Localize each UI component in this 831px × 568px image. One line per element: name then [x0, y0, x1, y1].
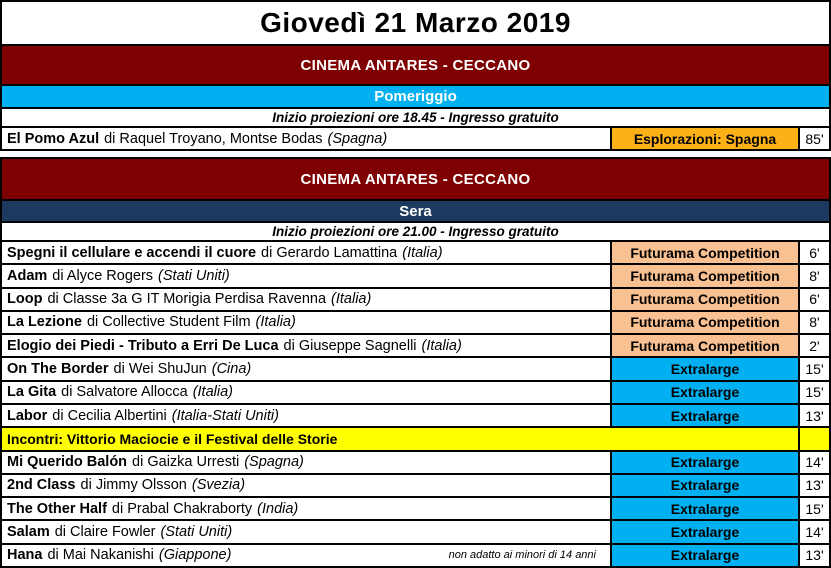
film-cell: [2, 265, 610, 286]
film-row: [2, 543, 829, 566]
film-cell: [2, 128, 610, 149]
film-cell: [2, 498, 610, 519]
film-byline: di Giuseppe Sagnelli: [283, 337, 417, 354]
film-title: El Pomo Azul: [7, 130, 100, 147]
film-cell: [2, 405, 610, 426]
film-cell: [2, 521, 610, 542]
screening-info: Inizio proiezioni ore 18.45 - Ingresso gratuito: [2, 107, 829, 126]
film-title: La Gita: [7, 384, 57, 401]
film-title: La Lezione: [7, 314, 82, 331]
film-cell: [2, 452, 610, 473]
film-title: Adam: [7, 267, 48, 284]
film-byline: di Gerardo Lamattina: [261, 244, 398, 261]
film-country: (Spagna): [327, 130, 388, 147]
film-title: Salam: [7, 524, 50, 541]
category-label: Futurama Competition: [610, 312, 798, 333]
film-title: Loop: [7, 291, 43, 308]
category-label: Esplorazioni: Spagna: [610, 128, 798, 149]
duration-cell: 85': [798, 128, 829, 149]
duration-cell: 15': [798, 498, 829, 519]
film-title: On The Border: [7, 361, 109, 378]
film-cell: [2, 475, 610, 496]
film-byline: di Mai Nakanishi: [47, 547, 154, 564]
duration-cell: 14': [798, 521, 829, 542]
duration-cell: 13': [798, 545, 829, 566]
duration-cell: 6': [798, 289, 829, 310]
category-label: Futurama Competition: [610, 242, 798, 263]
film-byline: di Alyce Rogers: [52, 267, 154, 284]
duration-cell: 6': [798, 242, 829, 263]
film-cell: [2, 382, 610, 403]
afternoon-table: [0, 0, 831, 151]
film-country: (India): [257, 500, 299, 517]
film-byline: di Gaizka Urresti: [132, 454, 240, 471]
film-country: (Italia): [421, 337, 462, 354]
film-cell: [2, 358, 610, 379]
film-row: [2, 519, 829, 542]
film-row: [2, 380, 829, 403]
screening-info: Inizio proiezioni ore 21.00 - Ingresso gratuito: [2, 221, 829, 240]
duration-cell: 15': [798, 358, 829, 379]
duration-cell: 13': [798, 405, 829, 426]
category-label: Extralarge: [610, 405, 798, 426]
film-row: [2, 473, 829, 496]
film-byline: di Jimmy Olsson: [80, 477, 187, 494]
duration-cell: 8': [798, 265, 829, 286]
duration-cell: 2': [798, 335, 829, 356]
banner-duration-cell: [798, 428, 829, 449]
film-byline: di Cecilia Albertini: [52, 407, 167, 424]
film-byline: di Wei ShuJun: [113, 361, 207, 378]
film-country: (Spagna): [244, 454, 304, 471]
film-cell: [2, 312, 610, 333]
venue-banner: CINEMA ANTARES - CECCANO: [2, 44, 829, 84]
film-row: [2, 310, 829, 333]
film-byline: di Salvatore Allocca: [61, 384, 188, 401]
category-label: Extralarge: [610, 452, 798, 473]
film-byline: di Raquel Troyano, Montse Bodas: [104, 130, 323, 147]
film-title: Mi Querido Balón: [7, 454, 128, 471]
film-row: [2, 240, 829, 263]
film-row: [2, 333, 829, 356]
page-title: Giovedì 21 Marzo 2019: [260, 7, 571, 38]
film-byline: di Collective Student Film: [86, 314, 251, 331]
film-row: [2, 263, 829, 286]
film-row: [2, 496, 829, 519]
category-label: Extralarge: [610, 475, 798, 496]
film-country: (Svezia): [191, 477, 246, 494]
film-country: (Italia): [255, 314, 296, 331]
film-row: [2, 403, 829, 426]
film-title: The Other Half: [7, 500, 107, 517]
category-label: Extralarge: [610, 521, 798, 542]
film-title: Labor: [7, 407, 48, 424]
film-row: [2, 287, 829, 310]
film-byline: di Claire Fowler: [54, 524, 156, 541]
session-banner-evening: Sera: [2, 199, 829, 221]
film-title: 2nd Class: [7, 477, 76, 494]
venue-banner: CINEMA ANTARES - CECCANO: [2, 159, 829, 199]
category-label: Extralarge: [610, 545, 798, 566]
incontri-banner-row: [2, 426, 829, 449]
section-banner: Incontri: Vittorio Maciocie e il Festival delle Storie: [2, 428, 798, 449]
film-row: [2, 450, 829, 473]
film-country: (Stati Uniti): [158, 267, 230, 284]
film-country: (Stati Uniti): [160, 524, 233, 541]
category-label: Futurama Competition: [610, 265, 798, 286]
film-country: (Cina): [211, 361, 252, 378]
film-age-note: non adatto ai minori di 14 anni: [448, 549, 596, 562]
film-row: [2, 356, 829, 379]
film-byline: di Classe 3a G IT Morigia Perdisa Ravenna: [47, 291, 327, 308]
film-title: Elogio dei Piedi - Tributo a Erri De Luca: [7, 337, 279, 354]
duration-cell: 8': [798, 312, 829, 333]
category-label: Extralarge: [610, 358, 798, 379]
film-country: (Giappone): [158, 547, 232, 564]
film-row: [2, 126, 829, 149]
category-label: Extralarge: [610, 382, 798, 403]
film-title: Hana: [7, 547, 43, 564]
film-country: (Italia): [192, 384, 233, 401]
film-country: (Italia): [331, 291, 372, 308]
film-byline: di Prabal Chakraborty: [111, 500, 253, 517]
session-banner-afternoon: Pomeriggio: [2, 84, 829, 107]
evening-table: [0, 157, 831, 568]
film-country: (Italia-Stati Uniti): [171, 407, 279, 424]
category-label: Futurama Competition: [610, 335, 798, 356]
category-label: Futurama Competition: [610, 289, 798, 310]
duration-cell: 14': [798, 452, 829, 473]
film-cell: [2, 545, 610, 566]
duration-cell: 13': [798, 475, 829, 496]
duration-cell: 15': [798, 382, 829, 403]
category-label: Extralarge: [610, 498, 798, 519]
film-title: Spegni il cellulare e accendi il cuore: [7, 244, 257, 261]
film-cell: [2, 289, 610, 310]
film-country: (Italia): [402, 244, 443, 261]
film-cell: [2, 335, 610, 356]
film-cell: [2, 242, 610, 263]
